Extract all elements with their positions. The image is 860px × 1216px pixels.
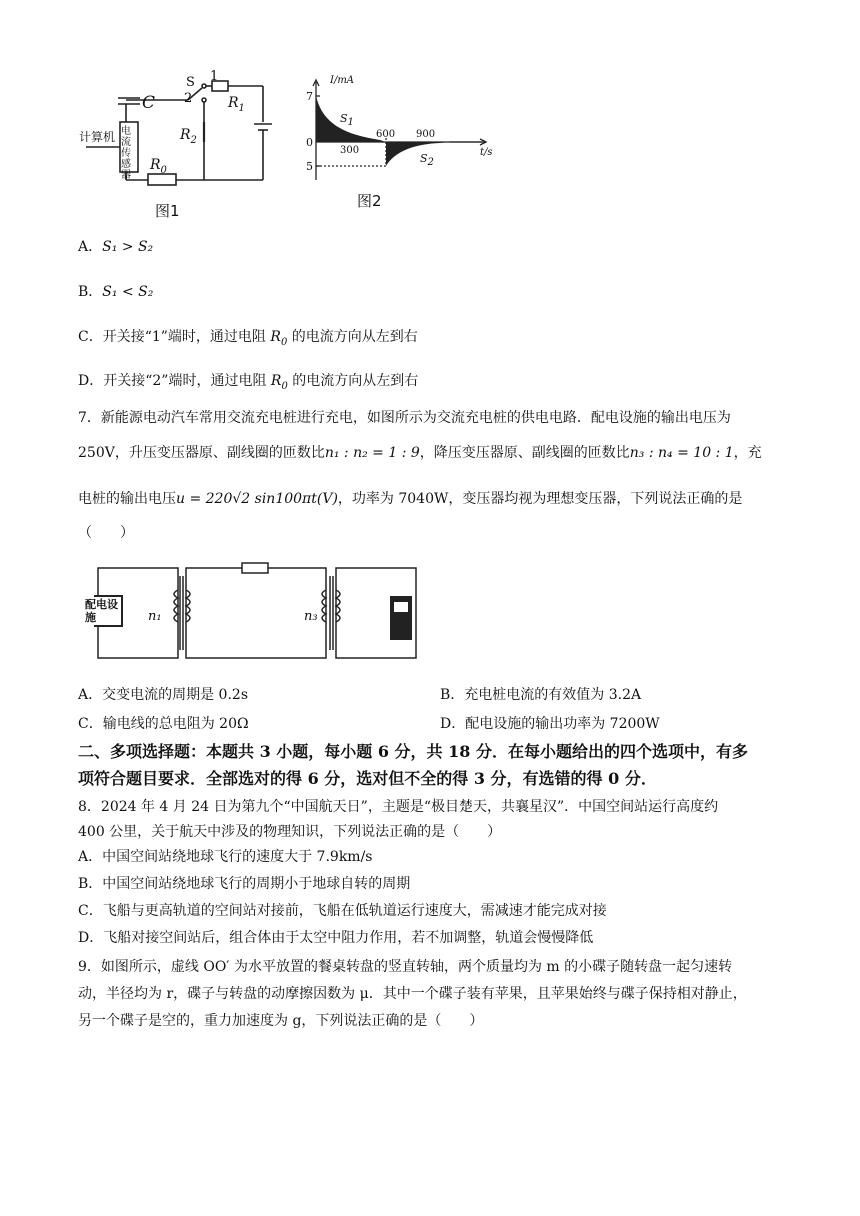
figure1-label-sensor: 电流传感器 (121, 126, 131, 181)
q9-stem-line1: 9．如图所示，虚线 OO′ 为水平放置的餐桌转盘的竖直转轴，两个质量均为 m 的小碟子随转盘一起匀速转 (78, 959, 733, 975)
q7-stem-line3: 电桩的输出电压u = 220√2 sin100πt(V)，功率为 7040W，变压器均视为理想变压器，下列说法正确的是 (78, 491, 743, 507)
figure1-label-2: 2 (184, 91, 193, 106)
q7-label-n1: n₁ (148, 609, 162, 624)
q7-label-n3: n₃ (304, 609, 318, 624)
q7-stem-line2: 250V，升压变压器原、副线圈的匝数比n₁ : n₂ = 1 : 9，降压变压器原、副线圈的匝数比n₃ : n₄ = 10 : 1，充 (78, 445, 762, 461)
figure1-label-R1: $R_1$ (228, 95, 245, 114)
figure2-tick-900: 900 (416, 129, 436, 140)
figure2-tick-600: 600 (376, 129, 396, 140)
figure2-tick-0: 0 (306, 136, 313, 149)
q7-label-supply: 配电设施 (85, 598, 118, 624)
figure1-label-S: S (186, 75, 195, 90)
figure2-tick-neg5: 5 (306, 160, 313, 173)
q7-circuit (94, 560, 444, 670)
figure2-graph (300, 76, 500, 186)
figure1-label-computer: 计算机 (79, 130, 116, 144)
q6-option-b: B．S₁ < S₂ (78, 284, 154, 300)
q8-stem-line1: 8．2024 年 4 月 24 日为第九个“中国航天日”，主题是“极目楚天，共襄星汉”．中国空间站运行高度约 (78, 799, 719, 815)
q7-option-c: C．输电线的总电阻为 20Ω (78, 716, 249, 732)
figure1-label-1: 1 (210, 69, 219, 84)
figure2-label-S1: $S_1$ (340, 112, 354, 129)
q7-stem-line4: （ ） (78, 525, 134, 541)
figure1-label-R0: $R_0$ (150, 157, 167, 176)
q7-option-b: B．充电桩电流的有效值为 3.2A (440, 687, 642, 703)
q6-option-a: A．S₁ > S₂ (78, 239, 154, 255)
q8-stem-line2: 400 公里，关于航天中涉及的物理知识，下列说法正确的是（ ） (78, 824, 502, 840)
figure2-y-axis-label: I/mA (330, 75, 355, 86)
q7-stem-line1: 7．新能源电动汽车常用交流充电桩进行充电，如图所示为交流充电桩的供电电路．配电设施的输出电压为 (78, 410, 731, 426)
q8-option-d: D．飞船对接空间站后，组合体由于太空中阻力作用，若不加调整，轨道会慢慢降低 (78, 930, 594, 946)
section2-heading-line1: 二、多项选择题：本题共 3 小题，每小题 6 分，共 18 分．在每小题给出的四个选项中，有多 (78, 742, 748, 761)
q7-option-a: A．交变电流的周期是 0.2s (78, 687, 249, 703)
figure1-caption: 图1 (155, 202, 180, 220)
section2-heading-line2: 项符合题目要求．全部选对的得 6 分，选对但不全的得 3 分，有选错的得 0 分． (78, 769, 657, 788)
q8-option-b: B．中国空间站绕地球飞行的周期小于地球自转的周期 (78, 876, 411, 892)
q7-option-d: D．配电设施的输出功率为 7200W (440, 716, 660, 732)
figure2-x-axis-label: t/s (480, 147, 493, 158)
figure1-label-C: C (142, 93, 156, 113)
q8-option-a: A．中国空间站绕地球飞行的速度大于 7.9km/s (78, 849, 373, 865)
figure2-tick-7: 7 (306, 90, 313, 103)
figure2-caption: 图2 (357, 192, 382, 210)
figure2-tick-300: 300 (340, 145, 360, 156)
q8-option-c: C．飞船与更高轨道的空间站对接前，飞船在低轨道运行速度大，需减速才能完成对接 (78, 903, 607, 919)
q6-option-d: D．开关接“2”端时，通过电阻 $R_0$ 的电流方向从左到右 (78, 373, 419, 392)
q6-option-c: C．开关接“1”端时，通过电阻 $R_0$ 的电流方向从左到右 (78, 329, 418, 348)
q9-stem-line2: 动，半径均为 r，碟子与转盘的动摩擦因数为 μ．其中一个碟子装有苹果，且苹果始终与碟子保持相对静止， (78, 986, 747, 1002)
figure1-label-R2: $R_2$ (180, 127, 197, 146)
q9-stem-line3: 另一个碟子是空的，重力加速度为 g，下列说法正确的是（ ） (78, 1013, 484, 1029)
figure2-label-S2: $S_2$ (420, 152, 434, 169)
